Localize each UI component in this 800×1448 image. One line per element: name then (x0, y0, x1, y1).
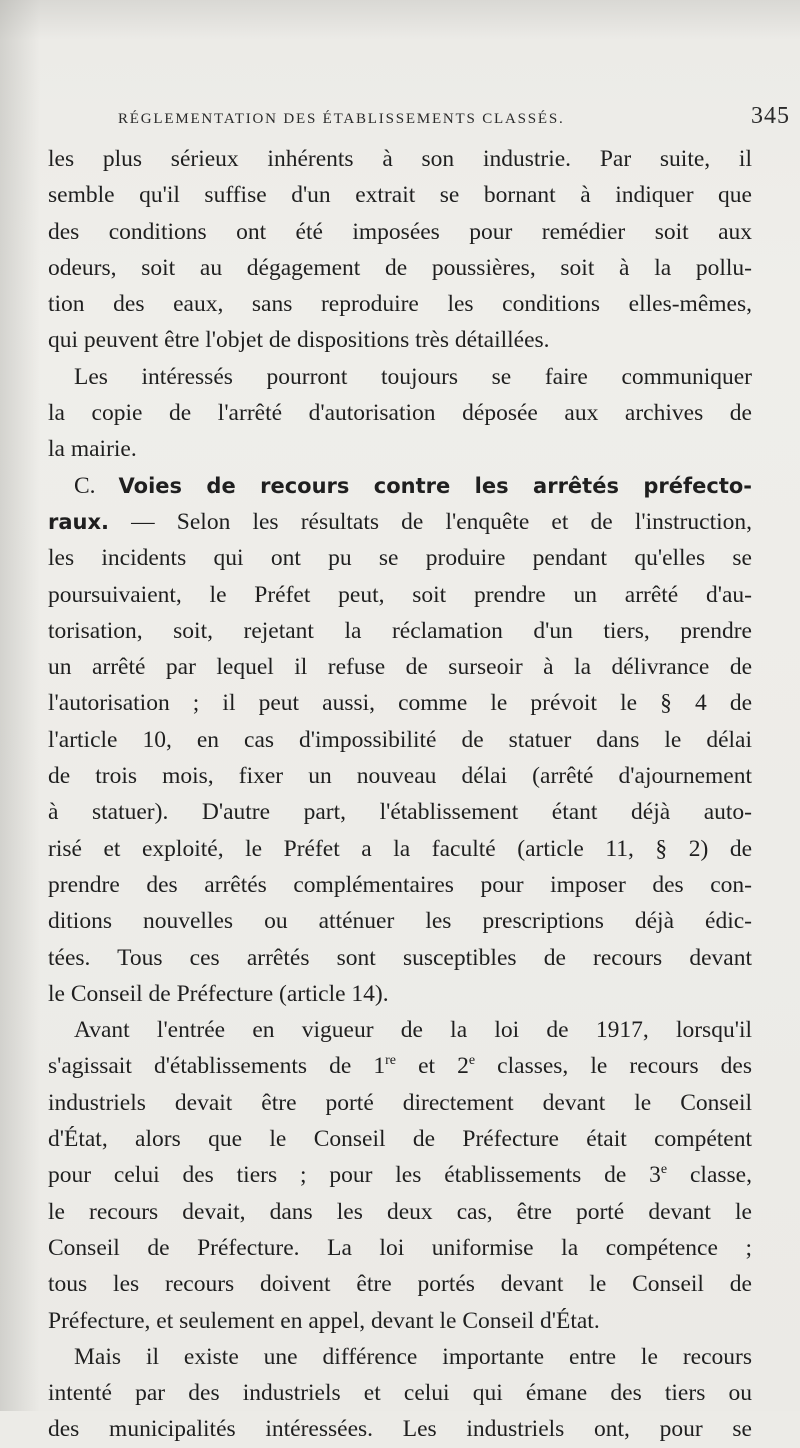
text-line: Préfecture, et seulement en appel, devant le Conseil d'État. (48, 1307, 600, 1334)
ordinal-superscript: re (385, 1053, 396, 1069)
text-line: odeurs, soit au dégagement de poussières, soit à la pollu- (48, 254, 752, 281)
text-fragment: s'agissait d'établissements de 1 (48, 1053, 386, 1080)
text-line: ditions nouvelles ou atténuer les prescriptions déjà édic- (48, 908, 752, 935)
text-line: qui peuvent être l'objet de dispositions très détaillées. (48, 327, 550, 354)
text-line: de trois mois, fixer un nouveau délai (arrêté d'ajournement (48, 763, 752, 790)
text-line: tées. Tous ces arrêtés sont susceptibles de recours devant (48, 944, 752, 971)
text-line (48, 504, 752, 540)
page-header (118, 103, 790, 137)
text-line: tous les recours doivent être portés devant le Conseil de (48, 1271, 752, 1298)
text-fragment: classes, le recours des (475, 1053, 753, 1080)
text-line: industriels devait être porté directement devant le Conseil (48, 1089, 752, 1116)
text-line: des municipalités intéressées. Les industriels ont, pour se (48, 1416, 752, 1443)
running-head: RÉGLEMENTATION DES ÉTABLISSEMENTS CLASSÉS. (118, 111, 565, 127)
text-fragment: classe, (667, 1162, 752, 1189)
page-number: 345 (751, 103, 790, 129)
text-line: les incidents qui ont pu se produire pendant qu'elles se (48, 545, 752, 572)
text-line: Les intéressés pourront toujours se faire communiquer (74, 363, 752, 390)
body-text (48, 141, 752, 1448)
section-heading-end: raux. (48, 509, 110, 534)
ordinal-superscript: e (468, 1053, 476, 1069)
text-line: intenté par des industriels et celui qui émane des tiers ou (48, 1380, 752, 1407)
text-line: un arrêté par lequel il refuse de surseoir à la délivrance de (48, 654, 752, 681)
text-line: Avant l'entrée en vigueur de la loi de 1917, lorsqu'il (74, 1017, 752, 1044)
text-line: le Conseil de Préfecture (article 14). (48, 980, 389, 1007)
section-first-text: — Selon les résultats de l'enquête et de l'instruction, (131, 508, 752, 535)
ordinal-superscript: e (660, 1162, 668, 1178)
text-line: les plus sérieux inhérents à son industrie. Par suite, il (48, 146, 752, 172)
text-line (48, 1048, 752, 1084)
text-line: le recours devait, dans les deux cas, être porté devant le (48, 1198, 752, 1225)
text-line: torisation, soit, rejetant la réclamation d'un tiers, prendre (48, 617, 752, 644)
section-heading-line (48, 468, 752, 504)
text-line: d'État, alors que le Conseil de Préfecture était compétent (48, 1126, 752, 1153)
section-label: C. (74, 472, 96, 499)
text-line: poursuivaient, le Préfet peut, soit prendre un arrêté d'au- (48, 581, 752, 608)
text-line: Conseil de Préfecture. La loi uniformise la compétence ; (48, 1234, 752, 1261)
text-line: Mais il existe une différence importante entre le recours (74, 1343, 752, 1370)
text-line: la mairie. (48, 436, 137, 463)
text-line: à statuer). D'autre part, l'établissement étant déjà auto- (48, 799, 752, 826)
text-line (48, 1157, 752, 1193)
text-line: semble qu'il suffise d'un extrait se bornant à indiquer que (48, 182, 752, 209)
text-line: risé et exploité, le Préfet a la faculté (article 11, § 2) de (48, 835, 752, 862)
section-heading: Voies de recours contre les arrêtés préfecto- (118, 473, 752, 498)
text-line: la copie de l'arrêté d'autorisation déposée aux archives de (48, 400, 752, 427)
text-line: l'autorisation ; il peut aussi, comme le prévoit le § 4 de (48, 690, 752, 717)
text-fragment: pour celui des tiers ; pour les établissements de 3 (48, 1162, 661, 1189)
text-line: tion des eaux, sans reproduire les conditions elles-mêmes, (48, 291, 752, 318)
text-line: l'article 10, en cas d'impossibilité de statuer dans le délai (48, 726, 752, 753)
text-fragment: et 2 (395, 1053, 469, 1080)
text-line: prendre des arrêtés complémentaires pour imposer des con- (48, 871, 752, 898)
text-line: des conditions ont été imposées pour remédier soit aux (48, 218, 752, 245)
